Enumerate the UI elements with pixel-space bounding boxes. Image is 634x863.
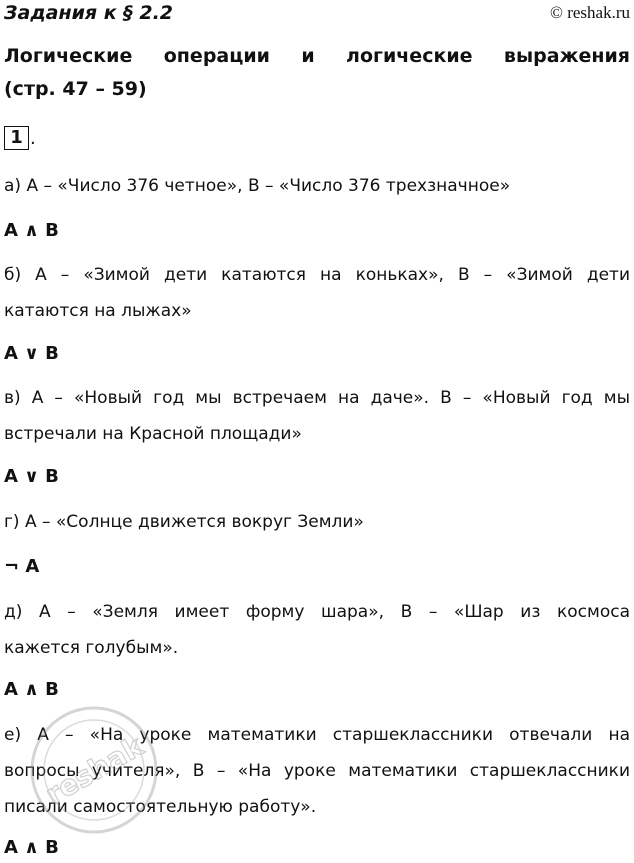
item-b-expression: A ∨ B bbox=[4, 343, 59, 364]
item-a-line-1: а) A – «Число 376 четное», B – «Число 376 трехзначное» bbox=[4, 176, 511, 196]
page-subtitle: (стр. 47 – 59) bbox=[4, 78, 147, 100]
item-f-text bbox=[4, 717, 630, 825]
page-title: Логические операции и логические выражения bbox=[4, 45, 630, 67]
item-e-text bbox=[4, 594, 630, 666]
item-d-line-1: г) A – «Солнце движется вокруг Земли» bbox=[4, 512, 364, 532]
item-e-line-2: кажется голубым». bbox=[4, 638, 179, 658]
task-number-box: 1 bbox=[4, 126, 29, 150]
section-header: Задания к § 2.2 bbox=[4, 2, 174, 24]
item-a-expression: A ∧ B bbox=[4, 220, 59, 241]
item-f-line-1: е) A – «На уроке математики старшеклассники отвечали на bbox=[4, 725, 630, 745]
item-c-expression: A ∨ B bbox=[4, 466, 59, 487]
item-a-text bbox=[4, 168, 630, 204]
item-e-line-1: д) A – «Земля имеет форму шара», B – «Шар из космоса bbox=[4, 602, 630, 622]
item-e-expression: A ∧ B bbox=[4, 679, 59, 700]
item-b-line-1: б) A – «Зимой дети катаются на коньках», B – «Зимой дети bbox=[4, 265, 630, 285]
item-f-expression: A ∧ B bbox=[4, 837, 59, 858]
item-c-text bbox=[4, 380, 630, 452]
item-b-line-2: катаются на лыжах» bbox=[4, 301, 192, 321]
source-label: © reshak.ru bbox=[550, 3, 630, 22]
task-number-dot: . bbox=[30, 128, 36, 149]
item-f-line-2: вопросы учителя», B – «На уроке математики старшеклассники bbox=[4, 761, 630, 781]
item-c-line-1: в) A – «Новый год мы встречаем на даче». B – «Новый год мы bbox=[4, 388, 630, 408]
item-b-text bbox=[4, 257, 630, 329]
item-c-line-2: встречали на Красной площади» bbox=[4, 424, 302, 444]
item-d-text bbox=[4, 504, 630, 540]
item-f-line-3: писали самостоятельную работу». bbox=[4, 797, 317, 817]
watermark-text: reshak bbox=[39, 729, 149, 812]
item-d-expression: ¬ A bbox=[4, 556, 40, 577]
